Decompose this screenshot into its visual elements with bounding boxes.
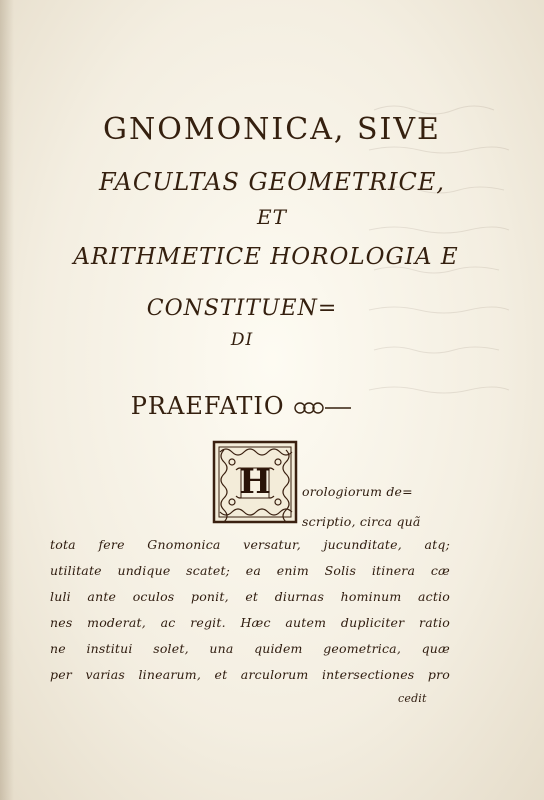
body-line-2: scriptio, circa quã: [302, 514, 421, 529]
title-line-gnomonica: GNOMONICA, SIVE: [103, 112, 441, 147]
body-line-6: nes moderat, ac regit. Hæc autem dupliciter ratio: [50, 615, 450, 630]
praefatio-flourish: [293, 401, 353, 415]
body-line-5: luli ante oculos ponit, et diurnas hominum actio: [50, 589, 450, 604]
catchword: cedit: [398, 692, 427, 705]
initial-letter-h: H: [238, 462, 272, 502]
title-line-constituen: CONSTITUEN=: [146, 296, 338, 321]
title-line-facultas: FACULTAS GEOMETRICE,: [98, 168, 446, 196]
body-line-4: utilitate undique scatet; ea enim Solis itinera cæ: [50, 563, 450, 578]
praefatio-word: PRAEFATIO: [130, 392, 285, 420]
body-line-7: ne institui solet, una quidem geometrica, quæ: [50, 641, 450, 656]
heading-praefatio: [0, 392, 514, 420]
title-line-et: ET: [257, 205, 287, 229]
decorated-initial: [212, 440, 298, 524]
title-line-di: DI: [230, 330, 254, 350]
body-line-8: per varias linearum, et arculorum intersectiones pro: [50, 667, 450, 682]
body-line-1: orologiorum de=: [302, 484, 413, 499]
title-line-arithmetice: ARITHMETICE HOROLOGIA E: [73, 244, 459, 270]
body-line-3: tota fere Gnomonica versatur, jucunditate, atq;: [50, 537, 450, 552]
